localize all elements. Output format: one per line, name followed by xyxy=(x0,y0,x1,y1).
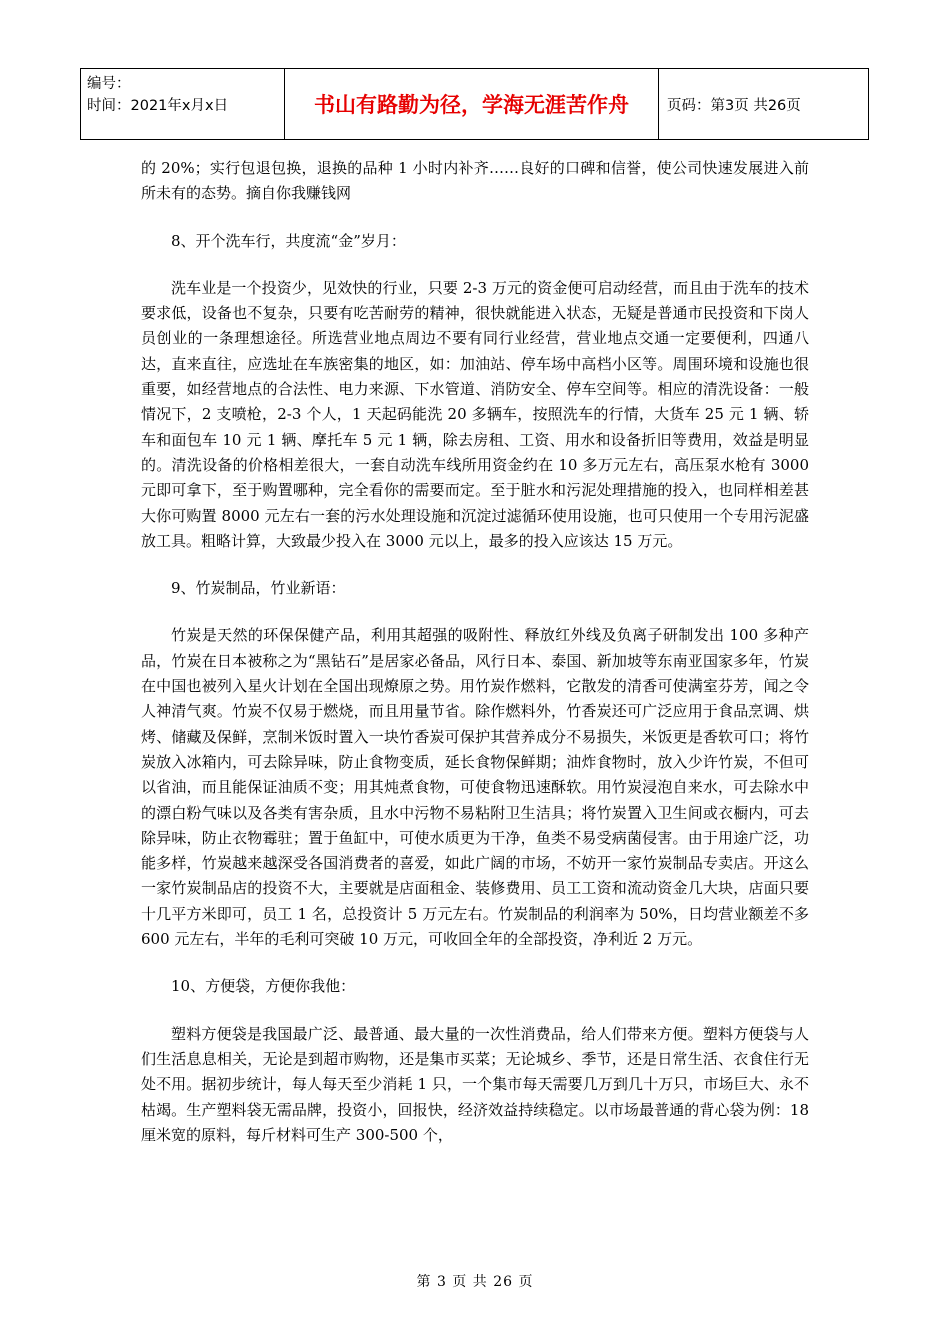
page-footer: 第 3 页 共 26 页 xyxy=(416,1274,534,1290)
page-header xyxy=(80,68,869,140)
section-heading-10: 10、方便袋，方便你我他： xyxy=(171,977,356,996)
section-heading-9: 9、竹炭制品，竹业新语： xyxy=(171,579,346,598)
body-paragraph-plastic-bags: 塑料方便袋是我国最广泛、最普通、最大量的一次性消费品，给人们带来方便。塑料方便袋与人们生活息息相关，无论是到超市购物，还是集市买菜；无论城乡、季节，还是日常生活、衣食住行无处不用。据初步统计，每人每天至少消耗 1 只，一个集市每天需要几万到几十万只，市场巨大、永不枯竭。生产塑料袋无需品牌，投资小，回报快，经济效益持续稳定。以市场最普通的背心袋为例：18 厘米宽的原料，每斤材料可生产 300-500 个， xyxy=(141,1024,809,1144)
body-paragraph-car-wash: 洗车业是一个投资少，见效快的行业，只要 2-3 万元的资金便可启动经营，而且由于洗车的技术要求低，设备也不复杂，只要有吃苦耐劳的精神，很快就能进入状态，无疑是普通市民投资和下岗人员创业的一条理想途径。所选营业地点周边不要有同行业经营，营业地点交通一定要便利，四通八达，直来直往，应选址在车族密集的地区，如：加油站、停车场中高档小区等。周围环境和设施也很重要，如经营地点的合法性、电力来源、下水管道、消防安全、停车空间等。相应的清洗设备：一般情况下，2 支喷枪，2-3 个人，1 天起码能洗 20 多辆车，按照洗车的行情，大货车 25 元 1 辆、轿车和面包车 10 元 1 辆、摩托车 5 元 1 辆，除去房租、工资、用水和设备折旧等费用，效益是明显的。清洗设备的价格相差很大，一套自动洗车线所用资金约在 10 多万元左右，高压泵水枪有 3000 元即可拿下，至于购置哪种，完全看你的需要而定。至于脏水和污泥处理措施的投入，也同样相差甚大你可购置 8000 元左右一套的污水处理设施和沉淀过滤循环使用设施，也可只使用一个专用污泥盛放工具。粗略计算，大致最少投入在 3000 元以上，最多的投入应该达 15 万元。 xyxy=(141,278,809,550)
body-paragraph-continued: 的 20%；实行包退包换，退换的品种 1 小时内补齐……良好的口碑和信誉，使公司快速发展进入前所未有的态势。摘自你我赚钱网 xyxy=(141,159,809,203)
document-date: 时间：2021年x月x日 xyxy=(87,98,229,114)
header-motto: 书山有路勤为径，学海无涯苦作舟 xyxy=(285,69,659,139)
section-heading-8: 8、开个洗车行，共度流“金”岁月： xyxy=(171,231,406,250)
document-body xyxy=(141,156,809,1148)
header-meta xyxy=(81,69,285,139)
body-paragraph-bamboo-charcoal: 竹炭是天然的环保保健产品，利用其超强的吸附性、释放红外线及负离子研制发出 100 多种产品，竹炭在日本被称之为“黑钻石”是居家必备品，风行日本、泰国、新加坡等东南亚国家多年，竹炭在中国也被列入星火计划在全国出现燎原之势。用竹炭作燃料，它散发的清香可使满室芬芳，闻之令人神清气爽。竹炭不仅易于燃烧，而且用量节省。除作燃料外，竹香炭还可广泛应用于食品烹调、烘烤、储藏及保鲜，烹制米饭时置入一块竹香炭可保护其营养成分不易损失，米饭更是香软可口；将竹炭放入冰箱内，可去除异味，防止食物变质，延长食物保鲜期；油炸食物时，放入少许竹炭，不但可以省油，而且能保证油质不变；用其炖煮食物，可使食物迅速酥软。用竹炭浸泡自来水，可去除水中的漂白粉气味以及各类有害杂质，且水中污物不易粘附卫生洁具；将竹炭置入卫生间或衣橱内，可去除异味，防止衣物霉驻；置于鱼缸中，可使水质更为干净，鱼类不易受病菌侵害。由于用途广泛，功能多样，竹炭越来越深受各国消费者的喜爱，如此广阔的市场，不妨开一家竹炭制品专卖店。开这么一家竹炭制品店的投资不大，主要就是店面租金、装修费用、员工工资和流动资金几大块，店面只要十几平方米即可，员工 1 名，总投资计 5 万元左右。竹炭制品的利润率为 50%，日均营业额差不多 600 元左右，半年的毛利可突破 10 万元，可收回全年的全部投资，净利近 2 万元。 xyxy=(141,626,809,949)
document-number-label: 编号： xyxy=(87,76,131,92)
header-page-info: 页码：第3页 共26页 xyxy=(667,97,801,114)
